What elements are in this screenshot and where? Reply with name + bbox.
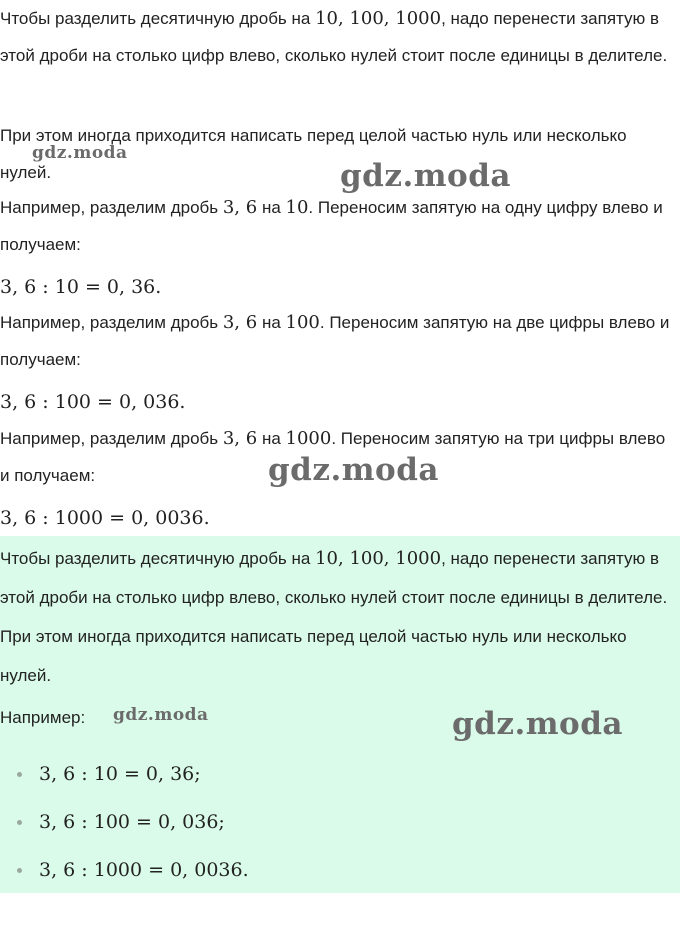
watermark: gdz.moda bbox=[452, 706, 623, 742]
example-2-text: Например, разделим дробь 3, 6 на 100. Переносим запятую на две цифры влево и получаем: bbox=[0, 312, 670, 369]
watermark: gdz.moda bbox=[113, 705, 209, 725]
watermark: gdz.moda bbox=[268, 452, 439, 488]
bullet-icon bbox=[17, 868, 22, 873]
example-1-text: Например, разделим дробь 3, 6 на 10. Переносим запятую на одну цифру влево и получаем: bbox=[0, 197, 663, 254]
watermark: gdz.moda bbox=[340, 158, 511, 194]
watermark: gdz.moda bbox=[32, 143, 128, 163]
zeros-note-paragraph: При этом иногда приходится написать перед целой частью нуль или несколько нулей. bbox=[0, 126, 627, 182]
bullet-icon bbox=[17, 772, 22, 777]
example-label: Например: bbox=[0, 708, 86, 727]
answer-paragraph: Чтобы разделить десятичную дробь на 10, 100, 1000, надо перенести запятую в этой дроби на столько цифр влево, сколько нулей стоит после единицы в делителе. При этом иногда приходится написать перед целой частью нуль или несколько нулей. bbox=[0, 548, 668, 685]
divisors-math: 10, 100, 1000 bbox=[315, 8, 442, 29]
equation-1: 3, 6 : 10 = 0, 36. bbox=[0, 276, 162, 298]
equation-3: 3, 6 : 1000 = 0, 0036. bbox=[0, 507, 210, 529]
bullet-icon bbox=[17, 820, 22, 825]
example-3-text: Например, разделим дробь 3, 6 на 1000. Переносим запятую на три цифры влево и получаем: bbox=[0, 428, 666, 485]
rule-paragraph: Чтобы разделить десятичную дробь на 10, 100, 1000, надо перенести запятую в этой дроби на столько цифр влево, сколько нулей стоит после единицы в делителе. bbox=[0, 8, 668, 65]
equation-2: 3, 6 : 100 = 0, 036. bbox=[0, 391, 186, 413]
